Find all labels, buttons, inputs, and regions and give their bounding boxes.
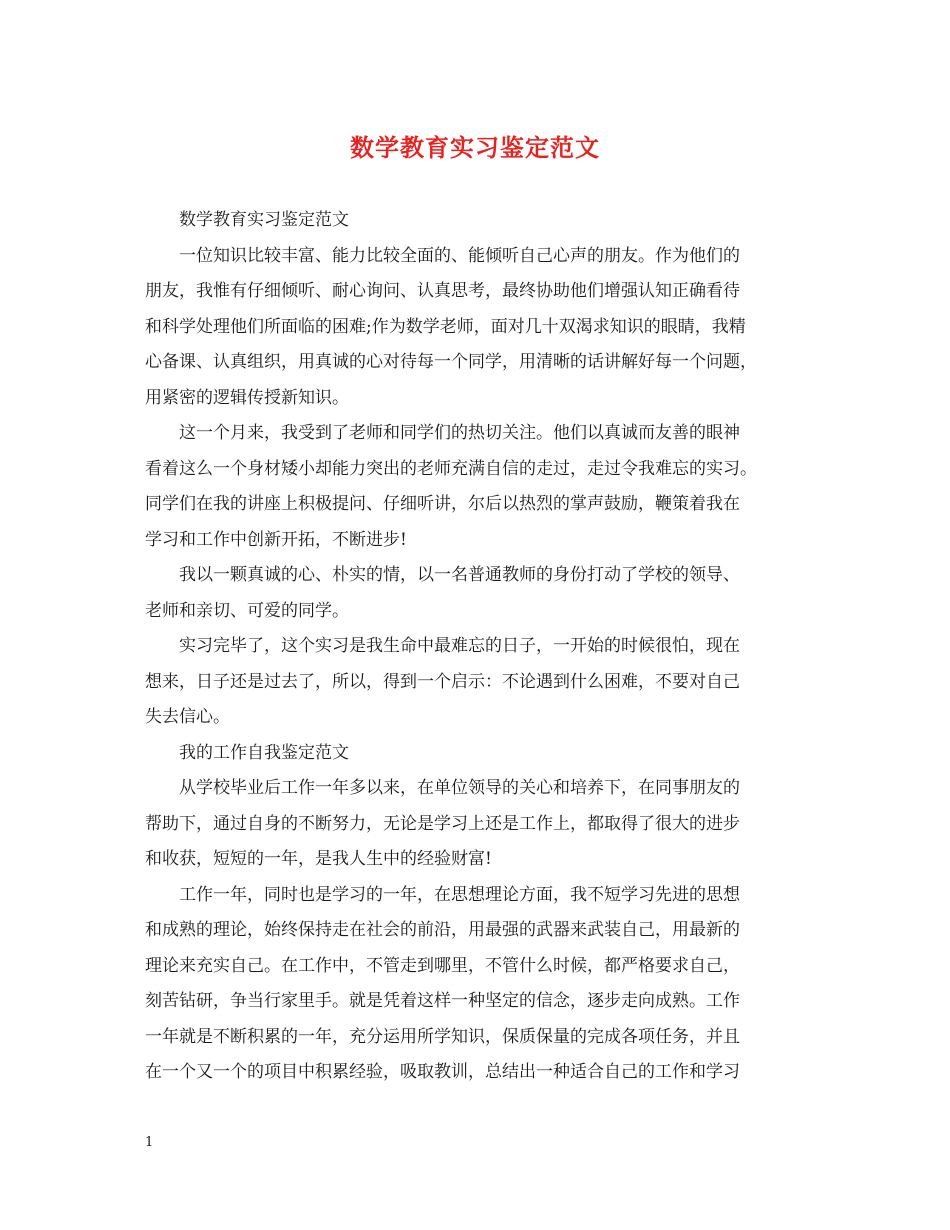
document-title: 数学教育实习鉴定范文	[350, 133, 600, 162]
document-body	[145, 203, 825, 1091]
text-line: 工作一年，同时也是学习的一年，在思想理论方面，我不短学习先进的思想	[179, 884, 740, 905]
text-line: 学习和工作中创新开拓，不断进步!	[145, 529, 407, 550]
text-line: 和科学处理他们所面临的困难;作为数学老师，面对几十双渴求知识的眼睛，我精	[145, 316, 746, 337]
text-line: 想来，日子还是过去了，所以，得到一个启示：不论遇到什么困难，不要对自己	[145, 671, 740, 692]
text-line: 朋友，我惟有仔细倾听、耐心询问、认真思考，最终协助他们增强认知正确看待	[145, 281, 740, 301]
text-line: 刻苦钻研，争当行家里手。就是凭着这样一种坚定的信念，逐步走向成熟。工作	[145, 991, 740, 1011]
text-line: 实习完毕了，这个实习是我生命中最难忘的日子，一开始的时候很怕，现在	[179, 636, 740, 656]
text-line: 一年就是不断积累的一年，充分运用所学知识，保质保量的完成各项任务，并且	[145, 1026, 740, 1047]
text-line: 我的工作自我鉴定范文	[179, 742, 349, 763]
text-line: 和收获，短短的一年，是我人生中的经验财富!	[145, 849, 492, 869]
text-line: 在一个又一个的项目中积累经验，吸取教训，总结出一种适合自己的工作和学习	[145, 1062, 740, 1082]
text-line: 用紧密的逻辑传授新知识。	[145, 387, 349, 408]
text-line: 和成熟的理论，始终保持走在社会的前沿，用最强的武器来武装自己，用最新的	[145, 920, 740, 940]
text-line: 看着这么一个身材矮小却能力突出的老师充满自信的走过，走过令我难忘的实习。	[145, 458, 757, 479]
text-line: 老师和亲切、可爱的同学。	[145, 600, 349, 621]
text-line: 我以一颗真诚的心、朴实的情，以一名普通教师的身份打动了学校的领导、	[179, 565, 740, 585]
text-line: 一位知识比较丰富、能力比较全面的、能倾听自己心声的朋友。作为他们的	[179, 245, 740, 266]
text-line: 帮助下，通过自身的不断努力，无论是学习上还是工作上，都取得了很大的进步	[145, 813, 740, 834]
text-line: 理论来充实自己。在工作中，不管走到哪里，不管什么时候，都严格要求自己，	[145, 955, 740, 976]
text-line: 同学们在我的讲座上积极提问、仔细听讲，尔后以热烈的掌声鼓励，鞭策着我在	[145, 494, 740, 514]
text-line: 失去信心。	[145, 707, 230, 727]
page-number: 1	[145, 1135, 154, 1150]
text-line: 心备课、认真组织，用真诚的心对待每一个同学，用清晰的话讲解好每一个问题，	[145, 352, 757, 372]
text-line: 数学教育实习鉴定范文	[179, 210, 349, 230]
text-line: 从学校毕业后工作一年多以来，在单位领导的关心和培养下，在同事朋友的	[179, 778, 740, 798]
text-line: 这一个月来，我受到了老师和同学们的热切关注。他们以真诚而友善的眼神	[179, 423, 740, 443]
